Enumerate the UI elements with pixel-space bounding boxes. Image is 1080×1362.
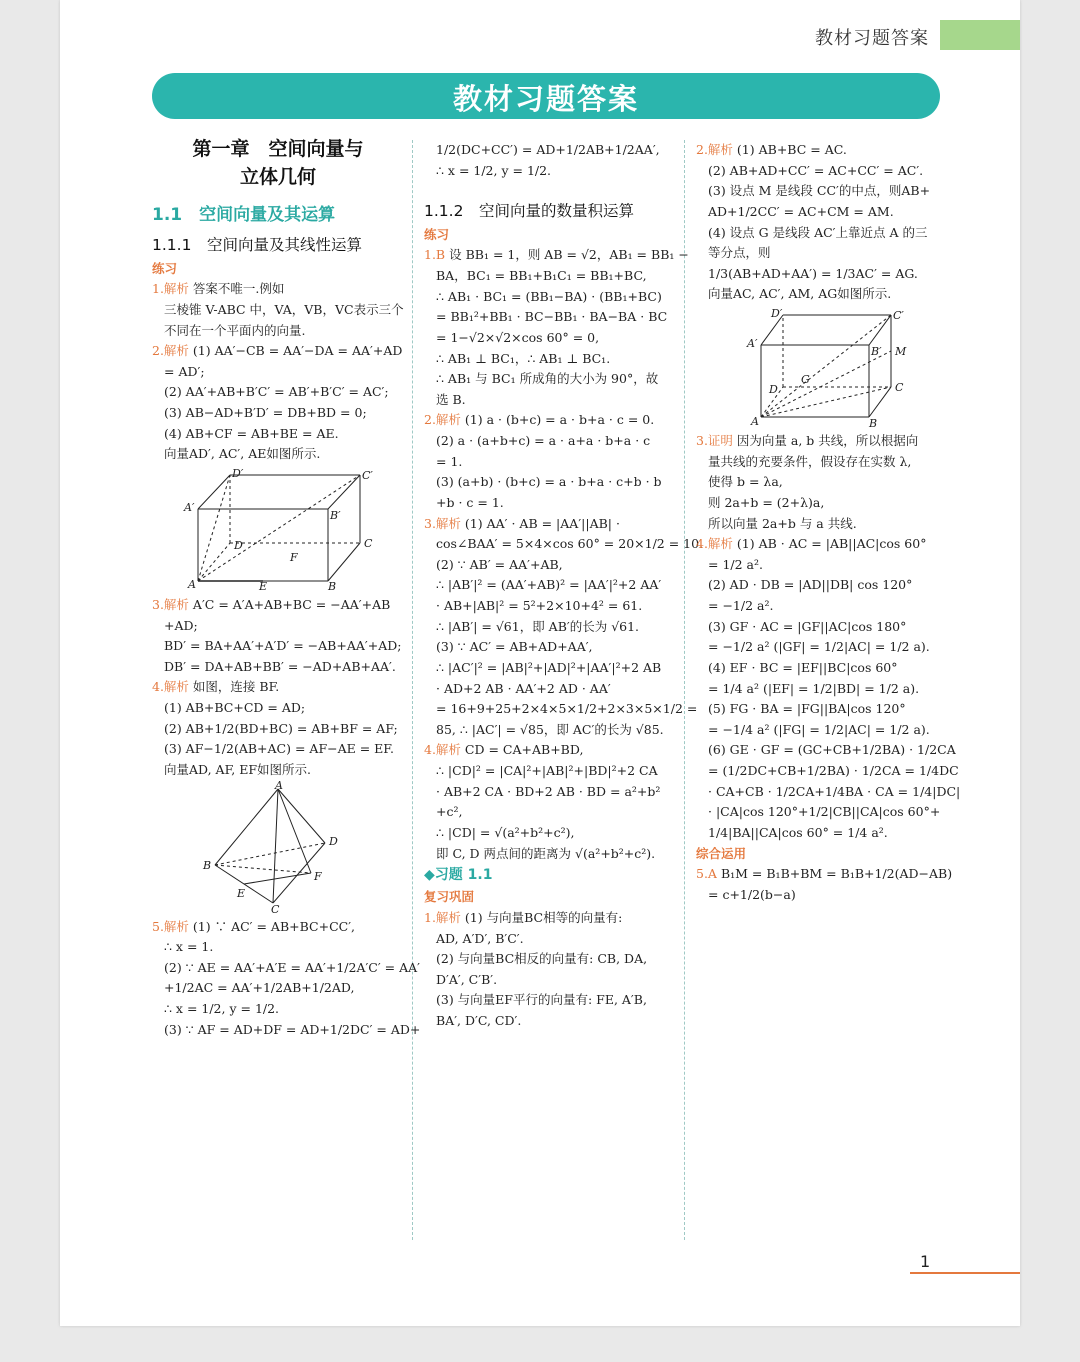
text-line bbox=[424, 970, 674, 991]
text-line bbox=[696, 493, 946, 514]
answer-block bbox=[424, 908, 674, 1032]
item-label: 2.解析 bbox=[424, 412, 461, 428]
label-D1: D′ bbox=[771, 307, 783, 320]
label-E: E bbox=[259, 579, 268, 593]
text-line bbox=[424, 699, 698, 720]
line-text: AD, A′D′, B′C′. bbox=[436, 930, 524, 946]
exercise-title: ◆习题 1.1 bbox=[424, 867, 493, 884]
line-text: 1/2(DC+CC′) = AD+1/2AB+1/2AA′, bbox=[436, 142, 660, 157]
label-C1: C′ bbox=[893, 309, 904, 322]
text-line bbox=[696, 161, 946, 182]
text-line bbox=[424, 740, 674, 761]
text-line bbox=[424, 493, 674, 514]
label-B1: B′ bbox=[871, 345, 882, 358]
text-line bbox=[152, 677, 404, 698]
text-line bbox=[696, 264, 946, 285]
title-banner bbox=[152, 73, 940, 119]
text-line bbox=[424, 782, 674, 803]
line-text: 设 BB₁ = 1，则 AB = √2，AB₁ = BB₁ − bbox=[449, 247, 689, 263]
line-text: (4) AB+CF = AB+BE = AE. bbox=[164, 425, 339, 441]
line-text: 如图，连接 BF. bbox=[192, 679, 280, 695]
text-line bbox=[152, 321, 404, 342]
text-line bbox=[696, 596, 946, 617]
line-text: BD′ = BA+AA′+A′D′ = −AB+AA′+AD; bbox=[164, 638, 402, 654]
line-text: +AD; bbox=[164, 617, 198, 633]
line-text: = AD′; bbox=[164, 363, 205, 379]
line-text: (1) AB+BC = AC. bbox=[736, 142, 847, 157]
line-text: · AB+2 CA · BD+2 AB · BD = a²+b² bbox=[436, 783, 661, 799]
line-text: (5) FG · BA = |FG||BA|cos 120° bbox=[708, 701, 906, 717]
subsection-title: 1.1.2 空间向量的数量积运算 bbox=[424, 202, 634, 221]
line-text: (3) 与向量EF平行的向量有: FE, A′B, bbox=[436, 992, 647, 1008]
text-line bbox=[424, 990, 674, 1011]
item-label: 1.解析 bbox=[424, 909, 461, 925]
line-text: ∴ AB₁ · BC₁ = (BB₁−BA) · (BB₁+BC) bbox=[436, 288, 662, 304]
review-tag: 复习巩固 bbox=[424, 889, 475, 905]
label-B: B bbox=[203, 858, 212, 872]
line-text: = 1/2 a². bbox=[708, 556, 763, 572]
text-line bbox=[696, 885, 946, 906]
line-text: (3) (a+b) · (b+c) = a · b+a · c+b · b bbox=[436, 474, 662, 490]
line-text: (1) 与向量BC相等的向量有: bbox=[464, 909, 623, 925]
text-line bbox=[696, 243, 946, 264]
line-text: (1) AA′−CB = AA′−DA = AA′+AD bbox=[192, 343, 403, 359]
header-color-block bbox=[940, 20, 1020, 50]
text-line bbox=[152, 279, 404, 300]
text-line bbox=[152, 636, 404, 657]
text-line bbox=[696, 534, 946, 555]
text-line bbox=[152, 362, 404, 383]
line-text: 等分点，则 bbox=[708, 245, 771, 261]
line-text: (1) a · (b+c) = a · b+a · c = 0. bbox=[464, 412, 655, 428]
text-line bbox=[424, 369, 674, 390]
text-line bbox=[696, 740, 956, 761]
line-text: (1) AA′ · AB = |AA′||AB| · bbox=[464, 515, 620, 531]
text-line bbox=[424, 266, 674, 287]
answer-block bbox=[696, 140, 946, 305]
line-text: +c², bbox=[436, 804, 463, 820]
text-line bbox=[424, 637, 674, 658]
line-text: BA，BC₁ = BB₁+B₁C₁ = BB₁+BC, bbox=[436, 268, 647, 284]
line-text: = c+1/2(b−a) bbox=[708, 886, 796, 902]
page-number: 1 bbox=[920, 1252, 931, 1271]
line-text: 则 2a+b = (2+λ)a, bbox=[708, 494, 825, 510]
label-A: A bbox=[751, 415, 759, 428]
text-line bbox=[696, 823, 946, 844]
line-text: 即 C, D 两点间的距离为 √(a²+b²+c²). bbox=[436, 845, 656, 861]
item-label: 2.解析 bbox=[696, 142, 733, 157]
line-text: 所以向量 2a+b 与 a 共线. bbox=[708, 515, 857, 531]
text-line bbox=[424, 908, 674, 929]
line-text: = 1/4 a² (|EF| = 1/2|BD| = 1/2 a). bbox=[708, 680, 920, 696]
line-text: 三棱锥 V-ABC 中，VA，VB，VC表示三个 bbox=[164, 301, 404, 317]
text-line bbox=[424, 802, 674, 823]
line-text: · CA+CB · 1/2CA+1/4BA · CA = 1/4|DC| bbox=[708, 783, 961, 799]
text-line bbox=[152, 382, 404, 403]
line-text: · AD+2 AB · AA′+2 AD · AA′ bbox=[436, 680, 611, 696]
line-text: (1) ∵ AC′ = AB+BC+CC′, bbox=[192, 918, 356, 934]
line-text: = 1. bbox=[436, 453, 463, 469]
line-text: = 1−√2×√2×cos 60° = 0, bbox=[436, 329, 600, 345]
line-text: (3) ∵ AF = AD+DF = AD+1/2DC′ = AD+ bbox=[164, 1021, 421, 1037]
text-line bbox=[152, 760, 404, 781]
running-header: 教材习题答案 bbox=[815, 28, 929, 49]
line-text: 不同在一个平面内的向量. bbox=[164, 322, 306, 338]
text-line bbox=[424, 720, 674, 741]
label-M: M bbox=[895, 345, 907, 358]
line-text: DB′ = DA+AB+BB′ = −AD+AB+AA′. bbox=[164, 658, 396, 674]
text-line bbox=[424, 844, 674, 865]
text-line bbox=[424, 307, 674, 328]
text-line bbox=[424, 596, 674, 617]
line-text: 答案不唯一.例如 bbox=[192, 281, 285, 297]
label-F: F bbox=[290, 550, 298, 564]
cuboid-figure-1 bbox=[178, 466, 378, 593]
text-line bbox=[696, 699, 946, 720]
label-F: F bbox=[314, 869, 322, 883]
line-text: ∴ AB₁ 与 BC₁ 所成角的大小为 90°，故 bbox=[436, 371, 659, 387]
line-text: ∴ |AB′| = √61，即 AB′的长为 √61. bbox=[436, 618, 640, 634]
text-line bbox=[424, 287, 674, 308]
text-line bbox=[424, 390, 674, 411]
text-line bbox=[424, 575, 674, 596]
text-line bbox=[696, 284, 946, 305]
line-text: ∴ |CD|² = |CA|²+|AB|²+|BD|²+2 CA bbox=[436, 763, 658, 779]
text-line bbox=[424, 534, 704, 555]
line-text: (2) a · (a+b+c) = a · a+a · b+a · c bbox=[436, 433, 651, 449]
line-text: (2) ∵ AE = AA′+A′E = AA′+1/2A′C′ = AA′ bbox=[164, 959, 421, 975]
text-line bbox=[152, 341, 404, 362]
line-text: = 16+9+25+2×4×5×1/2+2×3×5×1/2 = bbox=[436, 701, 698, 717]
line-text: (6) GE · GF = (GC+CB+1/2BA) · 1/2CA bbox=[708, 742, 956, 758]
text-line bbox=[424, 617, 674, 638]
label-A1: A′ bbox=[184, 500, 195, 514]
cuboid-figure-2 bbox=[741, 307, 907, 430]
text-line bbox=[152, 958, 421, 979]
text-line bbox=[424, 761, 674, 782]
line-text: = (1/2DC+CB+1/2BA) · 1/2CA = 1/4DC bbox=[708, 763, 959, 778]
line-text: 向量AD′, AC′, AE如图所示. bbox=[164, 446, 321, 462]
column-divider bbox=[412, 140, 413, 1240]
text-line bbox=[696, 140, 946, 161]
answer-block bbox=[696, 431, 961, 844]
line-text: 向量AC, AC′, AM, AG如图所示. bbox=[708, 286, 892, 302]
text-line bbox=[696, 223, 946, 244]
text-line bbox=[696, 555, 946, 576]
text-line bbox=[424, 140, 674, 161]
line-text: 因为向量 a, b 共线，所以根据向 bbox=[736, 433, 919, 448]
line-text: = BB₁²+BB₁ · BC−BB₁ · BA−BA · BC bbox=[436, 309, 668, 325]
line-text: (2) AB+1/2(BD+BC) = AB+BF = AF; bbox=[164, 720, 398, 736]
text-line bbox=[696, 181, 946, 202]
text-line bbox=[424, 452, 674, 473]
line-text: +b · c = 1. bbox=[436, 494, 504, 510]
text-line bbox=[424, 328, 674, 349]
item-label: 3.解析 bbox=[152, 596, 189, 612]
line-text: (3) 设点 M 是线段 CC′的中点，则AB+ bbox=[708, 183, 931, 199]
text-line bbox=[424, 514, 674, 535]
line-text: (2) AB+AD+CC′ = AC+CC′ = AC′. bbox=[708, 162, 924, 178]
text-line bbox=[696, 720, 946, 741]
column-divider bbox=[684, 140, 685, 1240]
text-line bbox=[424, 929, 674, 950]
line-text: 使得 b = λa, bbox=[708, 474, 783, 490]
line-text: ∴ x = 1/2, y = 1/2. bbox=[436, 162, 552, 178]
text-line bbox=[424, 161, 674, 182]
text-line bbox=[152, 403, 404, 424]
line-text: (2) 与向量BC相反的向量有: CB, DA, bbox=[436, 951, 648, 967]
line-text: cos∠BAA′ = 5×4×cos 60° = 20×1/2 = 10. bbox=[436, 536, 704, 552]
column-3 bbox=[696, 140, 961, 905]
label-C: C bbox=[271, 902, 280, 916]
label-D: D bbox=[329, 834, 338, 848]
text-line bbox=[696, 679, 946, 700]
text-line bbox=[696, 802, 946, 823]
text-line bbox=[152, 657, 404, 678]
text-line bbox=[696, 202, 946, 223]
text-line bbox=[424, 410, 674, 431]
line-text: (4) 设点 G 是线段 AC′上靠近点 A 的三 bbox=[708, 224, 928, 240]
text-line bbox=[424, 349, 674, 370]
text-line bbox=[152, 595, 404, 616]
text-line bbox=[152, 917, 404, 938]
line-text: 选 B. bbox=[436, 391, 466, 407]
text-line bbox=[152, 424, 404, 445]
label-A: A bbox=[275, 778, 283, 792]
line-text: = −1/2 a². bbox=[708, 598, 774, 613]
answer-block bbox=[152, 279, 404, 465]
line-text: · |CA|cos 120°+1/2|CB||CA|cos 60°+ bbox=[708, 804, 941, 820]
answer-block bbox=[424, 245, 704, 864]
text-line bbox=[696, 782, 961, 803]
label-E: E bbox=[237, 886, 246, 900]
line-text: (2) ∵ AB′ = AA′+AB, bbox=[436, 556, 563, 572]
text-line bbox=[696, 514, 946, 535]
item-label: 3.解析 bbox=[424, 515, 461, 531]
label-G: G bbox=[801, 373, 810, 386]
line-text: = −1/2 a² (|GF| = 1/2|AC| = 1/2 a). bbox=[708, 639, 930, 655]
line-text: (3) AB−AD+B′D′ = DB+BD = 0; bbox=[164, 405, 367, 421]
label-D1: D′ bbox=[232, 466, 244, 480]
line-text: 1/3(AB+AD+AA′) = 1/3AC′ = AG. bbox=[708, 265, 918, 281]
chapter-title: 第一章 空间向量与 立体几何 bbox=[192, 138, 364, 188]
line-text: CD = CA+AB+BD, bbox=[464, 742, 584, 758]
banner-title: 教材习题答案 bbox=[452, 82, 639, 116]
text-line bbox=[152, 999, 404, 1020]
text-line bbox=[152, 616, 404, 637]
label-A: A bbox=[188, 577, 196, 591]
label-B: B bbox=[869, 417, 878, 430]
answer-block bbox=[152, 595, 404, 781]
item-label: 2.解析 bbox=[152, 343, 189, 359]
text-line bbox=[424, 658, 674, 679]
page bbox=[60, 0, 1020, 1326]
text-line bbox=[696, 452, 946, 473]
line-text: · AB+|AB|² = 5²+2×10+4² = 61. bbox=[436, 598, 643, 614]
line-text: A′C = A′A+AB+BC = −AA′+AB bbox=[192, 596, 391, 612]
line-text: 量共线的充要条件，假设存在实数 λ, bbox=[708, 453, 912, 469]
text-line bbox=[424, 431, 674, 452]
item-label: 5.解析 bbox=[152, 918, 189, 934]
line-text: (3) ∵ AC′ = AB+AD+AA′, bbox=[436, 639, 593, 655]
text-line bbox=[152, 719, 404, 740]
label-B: B bbox=[328, 579, 337, 593]
text-line bbox=[424, 949, 674, 970]
line-text: ∴ |AB′|² = (AA′+AB)² = |AA′|²+2 AA′ bbox=[436, 577, 662, 593]
line-text: ∴ |AC′|² = |AB|²+|AD|²+|AA′|²+2 AB bbox=[436, 659, 662, 675]
line-text: = −1/4 a² (|FG| = 1/2|AC| = 1/2 a). bbox=[708, 721, 930, 737]
text-line bbox=[152, 300, 404, 321]
label-A1: A′ bbox=[747, 337, 758, 350]
line-text: ∴ |CD| = √(a²+b²+c²), bbox=[436, 824, 575, 840]
line-text: (1) AB · AC = |AB||AC|cos 60° bbox=[736, 536, 927, 552]
page-number-rule bbox=[910, 1272, 1020, 1274]
answer-block bbox=[696, 864, 953, 905]
line-text: ∴ x = 1/2, y = 1/2. bbox=[164, 1001, 280, 1017]
text-line bbox=[152, 444, 404, 465]
line-text: (4) EF · BC = |EF||BC|cos 60° bbox=[708, 659, 898, 675]
label-C: C bbox=[895, 381, 904, 394]
line-text: B₁M = B₁B+BM = B₁B+1/2(AD−AB) bbox=[720, 866, 953, 882]
line-text: 1/4|BA||CA|cos 60° = 1/4 a². bbox=[708, 824, 888, 840]
text-line bbox=[152, 739, 404, 760]
line-text: ∴ AB₁ ⊥ BC₁，∴ AB₁ ⊥ BC₁. bbox=[436, 350, 611, 366]
text-line bbox=[152, 698, 404, 719]
text-line bbox=[424, 472, 674, 493]
answer-block bbox=[152, 917, 421, 1041]
text-line bbox=[152, 937, 404, 958]
line-text: (2) AD · DB = |AD||DB| cos 120° bbox=[708, 577, 913, 593]
text-line bbox=[696, 658, 946, 679]
item-label: 5.A bbox=[696, 866, 717, 882]
column-1 bbox=[152, 136, 421, 1040]
line-text: (1) AB+BC+CD = AD; bbox=[164, 700, 306, 716]
label-C: C bbox=[364, 536, 373, 550]
text-line bbox=[696, 864, 953, 885]
text-line bbox=[696, 472, 946, 493]
item-label: 3.证明 bbox=[696, 433, 733, 448]
text-line bbox=[424, 823, 674, 844]
line-text: BA′, D′C, CD′. bbox=[436, 1013, 522, 1029]
text-line bbox=[696, 575, 946, 596]
line-text: (3) GF · AC = |GF||AC|cos 180° bbox=[708, 618, 907, 634]
text-line bbox=[696, 761, 959, 782]
text-line bbox=[424, 679, 674, 700]
line-text: (2) AA′+AB+B′C′ = AB′+B′C′ = AC′; bbox=[164, 384, 389, 400]
section-title: 1.1 空间向量及其运算 bbox=[152, 205, 336, 226]
practice-tag: 练习 bbox=[152, 260, 178, 276]
label-D: D bbox=[769, 383, 778, 396]
line-text: 向量AD, AF, EF如图所示. bbox=[164, 761, 312, 777]
label-B1: B′ bbox=[330, 508, 341, 522]
line-text: ∴ x = 1. bbox=[164, 939, 214, 955]
item-label: 4.解析 bbox=[424, 742, 461, 758]
column-2 bbox=[424, 140, 704, 1032]
subsection-title: 1.1.1 空间向量及其线性运算 bbox=[152, 236, 362, 255]
text-line bbox=[152, 978, 404, 999]
text-line bbox=[424, 1011, 674, 1032]
text-line bbox=[696, 431, 946, 452]
item-label: 1.B bbox=[424, 247, 446, 263]
item-label: 4.解析 bbox=[152, 679, 189, 695]
label-C1: C′ bbox=[362, 468, 373, 482]
line-text: +1/2AC = AA′+1/2AB+1/2AD, bbox=[164, 980, 355, 996]
line-text: AD+1/2CC′ = AC+CM = AM. bbox=[708, 203, 894, 219]
text-line bbox=[696, 617, 946, 638]
practice-tag: 练习 bbox=[424, 226, 450, 242]
answer-block bbox=[424, 140, 674, 181]
line-text: (3) AF−1/2(AB+AC) = AF−AE = EF. bbox=[164, 741, 394, 757]
line-text: D′A′, C′B′. bbox=[436, 971, 498, 987]
item-label: 4.解析 bbox=[696, 536, 733, 552]
text-line bbox=[152, 1020, 421, 1041]
apply-tag: 综合运用 bbox=[696, 845, 747, 861]
text-line bbox=[696, 637, 946, 658]
text-line bbox=[424, 245, 689, 266]
label-D: D bbox=[234, 538, 243, 552]
item-label: 1.解析 bbox=[152, 281, 189, 297]
text-line bbox=[424, 555, 674, 576]
tetrahedron-figure bbox=[203, 778, 353, 916]
line-text: 85, ∴ |AC′| = √85，即 AC′的长为 √85. bbox=[436, 721, 664, 737]
